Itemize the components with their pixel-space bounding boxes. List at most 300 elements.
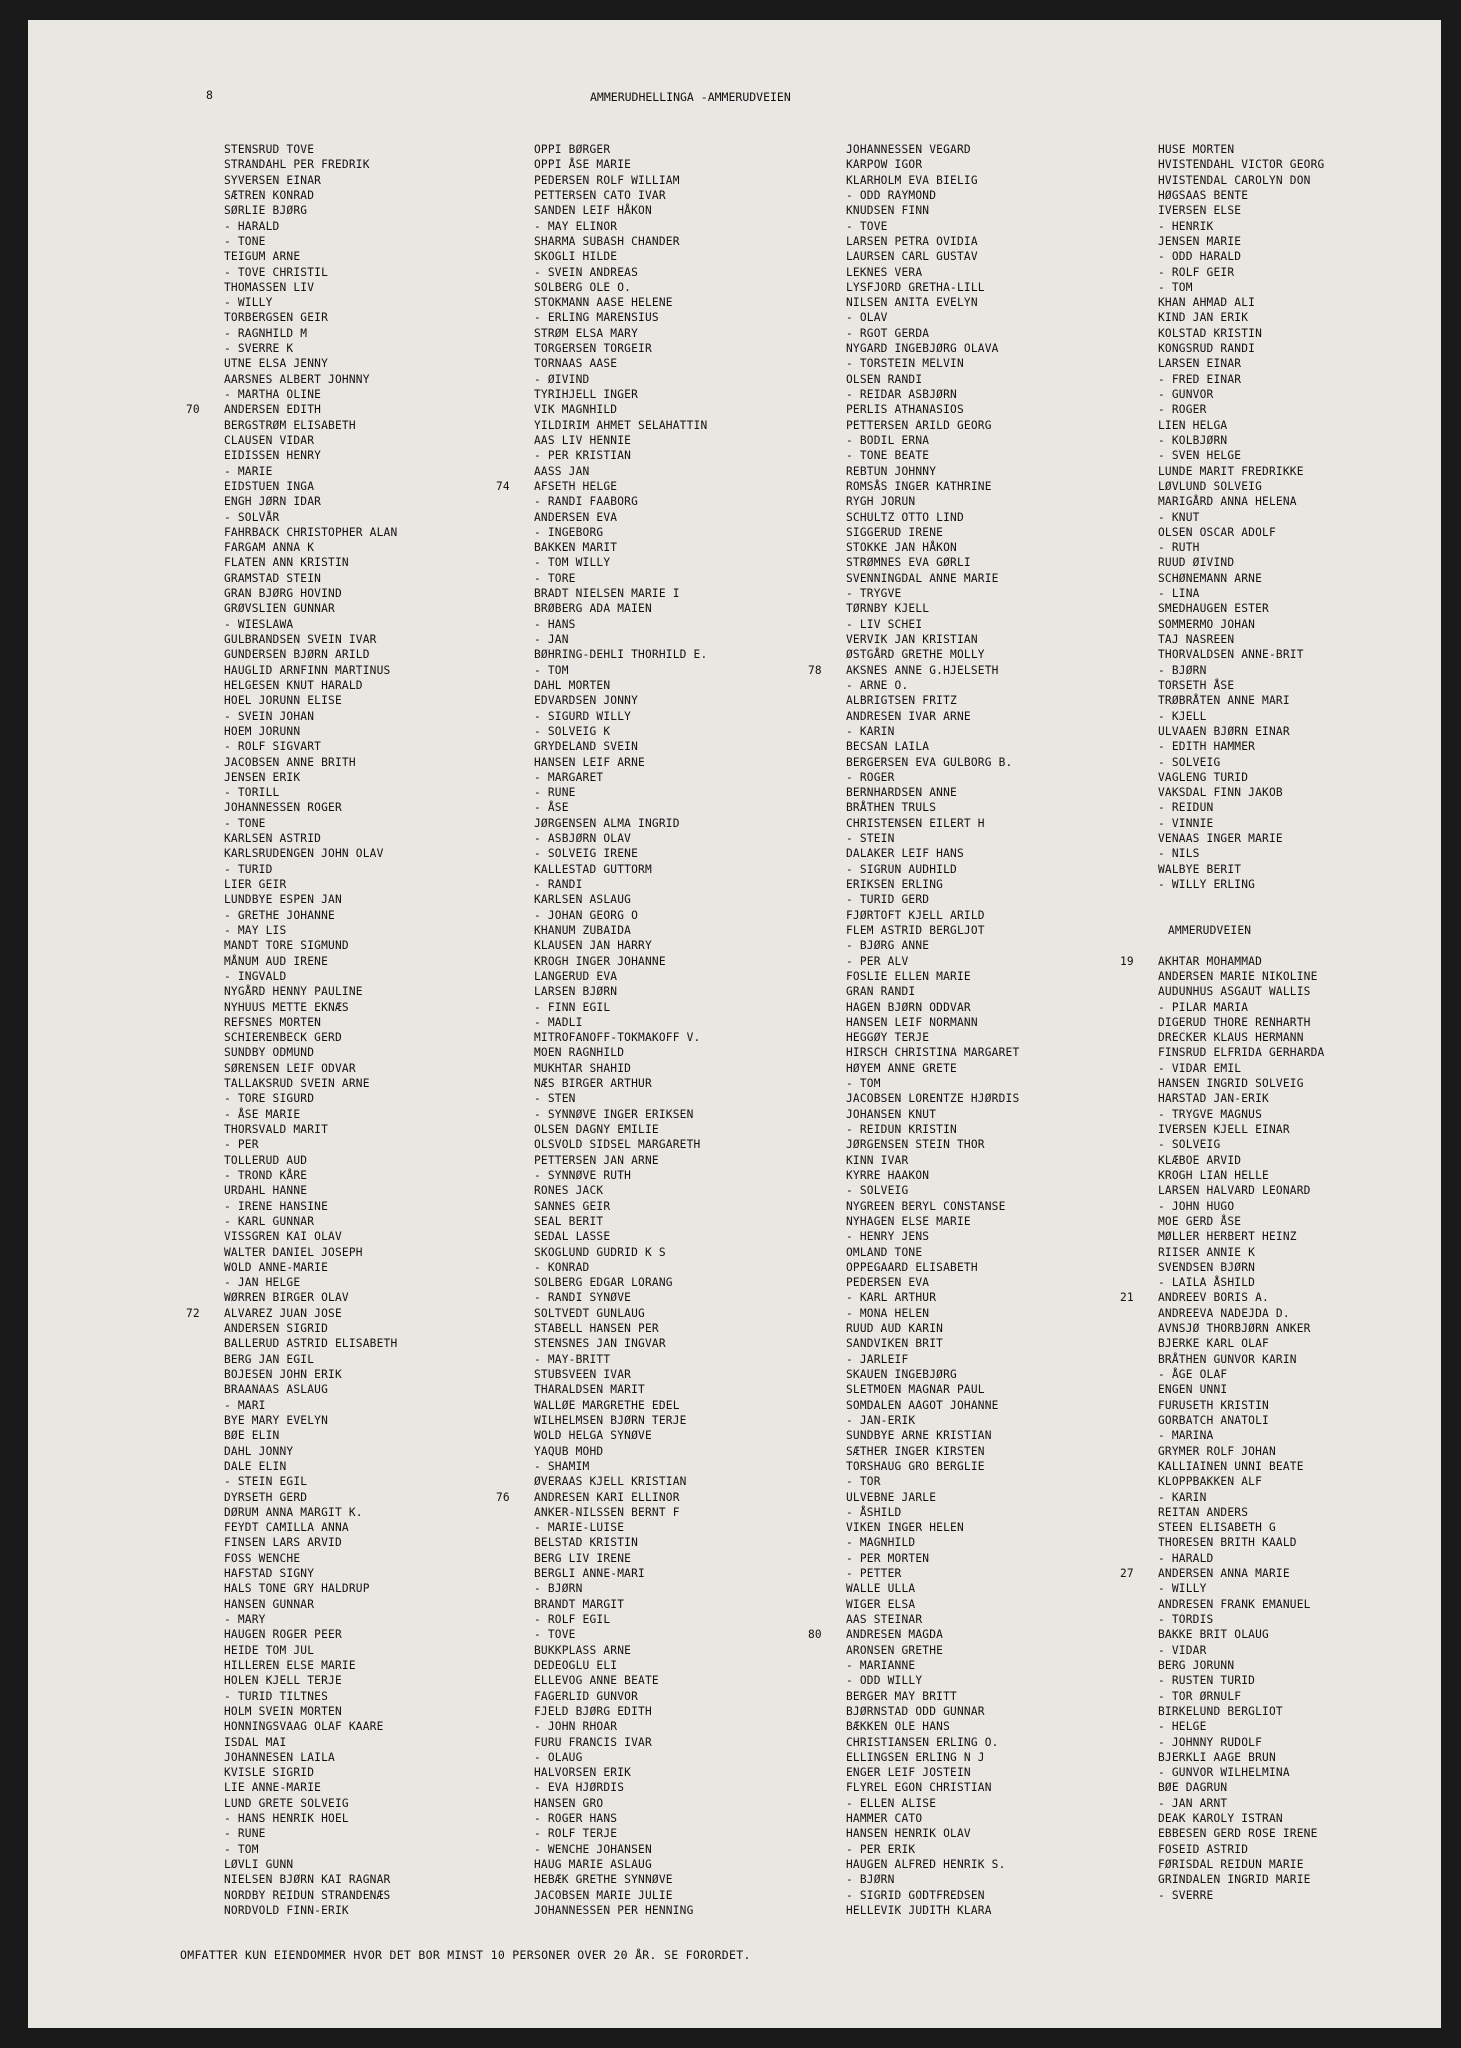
- resident-name: BØE DAGRUN: [1158, 1781, 1228, 1795]
- resident-name: JENSEN MARIE: [1158, 234, 1242, 248]
- resident-name: - PER: [224, 1138, 259, 1152]
- resident-entry: [846, 1000, 1019, 1015]
- resident-name: OMLAND TONE: [846, 1245, 923, 1259]
- resident-entry: [1158, 892, 1324, 907]
- resident-entry: [846, 678, 1019, 693]
- resident-entry: [224, 1352, 397, 1367]
- resident-name: - RANDI FAABORG: [534, 495, 639, 509]
- resident-name: BERGER MAY BRITT: [846, 1689, 957, 1703]
- resident-entry: [1158, 1183, 1324, 1198]
- resident-entry: [846, 280, 1019, 295]
- resident-entry: [1158, 1765, 1324, 1780]
- resident-entry: [224, 1428, 397, 1443]
- resident-entry: [846, 555, 1019, 570]
- resident-entry: [846, 188, 1019, 203]
- resident-name: - TORDIS: [1158, 1613, 1214, 1626]
- resident-name: WØRREN BIRGER OLAV: [224, 1291, 349, 1305]
- resident-name: HAUG MARIE ASLAUG: [534, 1858, 652, 1871]
- resident-entry: [846, 310, 1019, 325]
- resident-name: GULBRANDSEN SVEIN IVAR: [224, 633, 377, 646]
- resident-name: - WENCHE JOHANSEN: [534, 1842, 652, 1856]
- resident-name: TOLLERUD AUD: [224, 1153, 308, 1167]
- resident-entry: [224, 157, 397, 172]
- resident-name: LIEN HELGA: [1158, 418, 1228, 432]
- resident-name: FINSEN LARS ARVID: [224, 1536, 342, 1550]
- resident-entry: [846, 265, 1019, 280]
- resident-name: OLSEN OSCAR ADOLF: [1158, 525, 1276, 539]
- resident-entry: [846, 1505, 1019, 1520]
- resident-entry: [846, 1689, 1019, 1704]
- resident-name: SKAUEN INGEBJØRG: [846, 1368, 957, 1381]
- resident-name: - IRENE HANSINE: [224, 1199, 329, 1213]
- resident-name: FURU FRANCIS IVAR: [534, 1735, 652, 1749]
- resident-name: BRÅTHEN TRULS: [846, 801, 937, 815]
- resident-name: THORSVALD MARIT: [224, 1123, 329, 1136]
- resident-entry: [1158, 1229, 1324, 1244]
- resident-entry: [1158, 831, 1324, 846]
- resident-entry: [534, 1214, 707, 1229]
- resident-name: - JOHAN GEORG O: [534, 908, 639, 922]
- resident-name: DAHL JONNY: [224, 1444, 294, 1458]
- resident-entry: [224, 1750, 397, 1765]
- resident-name: KVISLE SIGRID: [224, 1766, 315, 1780]
- resident-entry: [1158, 418, 1324, 433]
- resident-entry: [224, 265, 397, 280]
- resident-entry: [224, 724, 397, 739]
- resident-name: HUSE MORTEN: [1158, 143, 1235, 156]
- resident-name: - EVA HJØRDIS: [534, 1781, 625, 1795]
- resident-entry: [534, 954, 707, 969]
- resident-entry: [846, 1290, 1019, 1305]
- resident-entry: [224, 1260, 397, 1275]
- resident-entry: [1158, 1245, 1324, 1260]
- resident-name: STENSNES JAN INGVAR: [534, 1337, 666, 1351]
- resident-name: SVENNINGDAL ANNE MARIE: [846, 571, 999, 585]
- resident-name: VIK MAGNHILD: [534, 403, 618, 417]
- resident-entry: [534, 525, 707, 540]
- resident-entry: [1158, 1444, 1324, 1459]
- resident-entry: [1158, 1490, 1324, 1505]
- resident-entry: [534, 739, 707, 754]
- resident-entry: [1158, 1199, 1324, 1214]
- resident-name: LANGERUD EVA: [534, 969, 618, 983]
- resident-name: SMEDHAUGEN ESTER: [1158, 602, 1269, 616]
- resident-entry: [1158, 1091, 1324, 1106]
- resident-name: WALTER DANIEL JOSEPH: [224, 1245, 363, 1259]
- resident-entry: [846, 479, 1019, 494]
- resident-entry: [846, 173, 1019, 188]
- resident-entry: [224, 326, 397, 341]
- resident-name: YILDIRIM AHMET SELAHATTIN: [534, 418, 708, 432]
- house-number: 72: [186, 1306, 200, 1320]
- resident-name: VAKSDAL FINN JAKOB: [1158, 786, 1283, 800]
- resident-entry: [224, 816, 397, 831]
- resident-name: - JAN: [534, 633, 569, 646]
- resident-entry: [224, 1321, 397, 1336]
- resident-entry: [1158, 1214, 1324, 1229]
- resident-name: - MARIE-LUISE: [534, 1521, 625, 1535]
- resident-entry: [846, 892, 1019, 907]
- resident-entry: [224, 341, 397, 356]
- name-column-3: [808, 142, 1020, 1918]
- resident-name: HVISTENDAHL VICTOR GEORG: [1158, 158, 1325, 172]
- resident-entry: [534, 984, 707, 999]
- resident-name: BECSAN LAILA: [846, 740, 930, 754]
- resident-name: HANSEN LEIF ARNE: [534, 755, 645, 769]
- resident-entry: [534, 1352, 707, 1367]
- resident-name: - SHAMIM: [534, 1459, 590, 1473]
- resident-name: AUDUNHUS ASGAUT WALLIS: [1158, 985, 1311, 999]
- resident-entry: [1120, 1290, 1324, 1305]
- resident-entry: [224, 755, 397, 770]
- resident-name: TEIGUM ARNE: [224, 250, 301, 264]
- resident-entry: [1158, 188, 1324, 203]
- resident-entry: [1158, 310, 1324, 325]
- resident-name: HONNINGSVAAG OLAF KAARE: [224, 1720, 384, 1734]
- resident-name: - SYNNØVE RUTH: [534, 1168, 632, 1182]
- resident-name: AAS LIV HENNIE: [534, 433, 632, 447]
- resident-name: - ROGER: [1158, 403, 1207, 417]
- resident-entry: [224, 601, 397, 616]
- resident-name: ELLINGSEN ERLING N J: [846, 1750, 985, 1764]
- resident-entry: [224, 1704, 397, 1719]
- resident-entry: [846, 203, 1019, 218]
- resident-entry: [224, 1168, 397, 1183]
- resident-name: - LIV SCHEI: [846, 617, 923, 631]
- resident-name: - INGEBORG: [534, 525, 604, 539]
- resident-name: - HANS HENRIK HOEL: [224, 1812, 349, 1826]
- resident-name: AKHTAR MOHAMMAD: [1158, 954, 1263, 968]
- resident-entry: [534, 1780, 707, 1795]
- resident-name: - RAGNHILD M: [224, 326, 308, 340]
- resident-entry: [846, 586, 1019, 601]
- resident-entry: [1158, 1107, 1324, 1122]
- resident-entry: [846, 1413, 1019, 1428]
- resident-name: ALBRIGTSEN FRITZ: [846, 694, 957, 708]
- resident-entry: [224, 1581, 397, 1596]
- house-number: 80: [808, 1628, 822, 1642]
- resident-name: - TOVE CHRISTIL: [224, 265, 329, 279]
- resident-entry: [1158, 1000, 1324, 1015]
- house-number: 74: [496, 479, 510, 493]
- resident-name: PEDERSEN ROLF WILLIAM: [534, 173, 680, 187]
- resident-name: THOMASSEN LIV: [224, 280, 315, 294]
- resident-name: - MARI: [224, 1398, 266, 1412]
- resident-entry: [534, 464, 707, 479]
- resident-name: - EDITH HAMMER: [1158, 740, 1256, 754]
- resident-entry: [224, 571, 397, 586]
- resident-name: TYRIHJELL INGER: [534, 388, 639, 401]
- resident-name: LUNDBYE ESPEN JAN: [224, 893, 342, 907]
- resident-name: ANDERSEN EDITH: [224, 403, 322, 417]
- resident-entry: [496, 1490, 707, 1505]
- resident-name: HAUGLID ARNFINN MARTINUS: [224, 663, 391, 677]
- resident-entry: [1158, 984, 1324, 999]
- resident-name: HAMMER CATO: [846, 1812, 923, 1826]
- resident-name: HALVORSEN ERIK: [534, 1766, 632, 1780]
- resident-name: DRECKER KLAUS HERMANN: [1158, 1031, 1304, 1045]
- resident-name: HOEL JORUNN ELISE: [224, 694, 342, 708]
- resident-entry: [534, 1505, 707, 1520]
- resident-entry: [846, 1398, 1019, 1413]
- resident-entry: [1158, 908, 1324, 923]
- resident-entry: [1158, 1076, 1324, 1091]
- resident-entry: [846, 234, 1019, 249]
- resident-name: - WILLY ERLING: [1158, 878, 1256, 891]
- resident-name: KONGSRUD RANDI: [1158, 342, 1256, 356]
- resident-name: GRYDELAND SVEIN: [534, 740, 639, 754]
- resident-entry: [224, 1045, 397, 1060]
- resident-name: - SIGRID GODTFREDSEN: [846, 1888, 985, 1902]
- resident-name: - PILAR MARIA: [1158, 1000, 1249, 1014]
- resident-name: - MARGARET: [534, 770, 604, 784]
- resident-entry: [224, 479, 397, 494]
- resident-name: EIDSTUEN INGA: [224, 479, 315, 493]
- resident-name: GRYMER ROLF JOHAN: [1158, 1444, 1276, 1458]
- resident-entry: [1158, 1061, 1324, 1076]
- resident-name: FLATEN ANN KRISTIN: [224, 556, 349, 570]
- resident-name: - VINNIE: [1158, 816, 1214, 830]
- resident-entry: [846, 1459, 1019, 1474]
- resident-name: AAS STEINAR: [846, 1613, 923, 1626]
- resident-name: - TONE BEATE: [846, 449, 930, 463]
- resident-entry: [534, 908, 707, 923]
- resident-entry: [1158, 494, 1324, 509]
- resident-entry: [1158, 372, 1324, 387]
- resident-entry: [1158, 647, 1324, 662]
- resident-name: - FRED EINAR: [1158, 372, 1242, 386]
- resident-entry: [1158, 1474, 1324, 1489]
- resident-name: SØRENSEN LEIF ODVAR: [224, 1061, 356, 1075]
- resident-name: VISSGREN KAI OLAV: [224, 1230, 342, 1244]
- resident-name: AKSNES ANNE G.HJELSETH: [846, 663, 999, 677]
- resident-name: RYGH JORUN: [846, 495, 916, 509]
- resident-entry: [224, 1107, 397, 1122]
- resident-name: LUNDE MARIT FREDRIKKE: [1158, 464, 1304, 478]
- resident-name: FOSLIE ELLEN MARIE: [846, 969, 971, 983]
- resident-entry: [846, 1888, 1019, 1903]
- resident-entry: [846, 356, 1019, 371]
- resident-name: SÆTHER INGER KIRSTEN: [846, 1444, 985, 1458]
- resident-entry: [1158, 632, 1324, 647]
- resident-entry: [224, 1214, 397, 1229]
- resident-entry: [846, 1474, 1019, 1489]
- resident-entry: [224, 785, 397, 800]
- resident-entry: [1158, 1535, 1324, 1550]
- resident-entry: [1158, 1413, 1324, 1428]
- resident-name: LARSEN HALVARD LEONARD: [1158, 1184, 1311, 1198]
- resident-name: BIRKELUND BERGLIOT: [1158, 1704, 1283, 1718]
- resident-entry: [224, 1444, 397, 1459]
- resident-name: - WILLY: [1158, 1582, 1207, 1596]
- resident-name: - KONRAD: [534, 1260, 590, 1274]
- resident-name: SUNDBYE ARNE KRISTIAN: [846, 1429, 992, 1443]
- resident-name: EBBESEN GERD ROSE IRENE: [1158, 1827, 1318, 1841]
- resident-name: ENGH JØRN IDAR: [224, 495, 322, 509]
- resident-entry: [1158, 1352, 1324, 1367]
- resident-name: DALAKER LEIF HANS: [846, 847, 964, 861]
- resident-name: - STEN: [534, 1092, 576, 1106]
- resident-name: - TURID: [224, 862, 273, 876]
- resident-entry: [846, 510, 1019, 525]
- resident-entry: [534, 555, 707, 570]
- resident-name: EIDISSEN HENRY: [224, 449, 322, 463]
- resident-entry: [846, 1490, 1019, 1505]
- resident-entry: [846, 494, 1019, 509]
- resident-name: - PER ERIK: [846, 1842, 916, 1856]
- name-column-1: [186, 142, 398, 1918]
- resident-entry: [846, 402, 1019, 417]
- resident-entry: [846, 1704, 1019, 1719]
- resident-name: - ROLF SIGVART: [224, 740, 322, 754]
- resident-entry: [1158, 1658, 1324, 1673]
- resident-entry: [534, 1704, 707, 1719]
- resident-entry: [846, 1045, 1019, 1060]
- resident-entry: [1158, 540, 1324, 555]
- resident-name: NYHUUS METTE EKNÆS: [224, 1000, 349, 1014]
- resident-entry: [224, 678, 397, 693]
- resident-entry: [1158, 1321, 1324, 1336]
- resident-entry: [534, 1137, 707, 1152]
- resident-entry: [846, 954, 1019, 969]
- resident-name: - MARY: [224, 1613, 266, 1626]
- resident-name: HELLEVIK JUDITH KLARA: [846, 1903, 992, 1917]
- resident-entry: [534, 1321, 707, 1336]
- resident-name: DAHL MORTEN: [534, 678, 611, 692]
- street-heading: [1158, 923, 1324, 938]
- resident-name: - STEIN EGIL: [224, 1475, 308, 1489]
- resident-name: - SOLVÅR: [224, 510, 280, 524]
- resident-entry: [534, 1015, 707, 1030]
- resident-entry: [846, 1551, 1019, 1566]
- resident-entry: [846, 647, 1019, 662]
- resident-entry: [534, 755, 707, 770]
- resident-name: GRAMSTAD STEIN: [224, 571, 322, 585]
- resident-name: - KOLBJØRN: [1158, 433, 1228, 447]
- resident-entry: [846, 1137, 1019, 1152]
- resident-entry: [224, 617, 397, 632]
- resident-name: ELLEVOG ANNE BEATE: [534, 1674, 659, 1688]
- resident-name: CLAUSEN VIDAR: [224, 433, 315, 447]
- resident-entry: [846, 1091, 1019, 1106]
- resident-name: STOKKE JAN HÅKON: [846, 541, 957, 555]
- resident-name: HVISTENDAL CAROLYN DON: [1158, 173, 1311, 187]
- resident-entry: [534, 800, 707, 815]
- resident-name: FEYDT CAMILLA ANNA: [224, 1521, 349, 1535]
- resident-entry: [1158, 770, 1324, 785]
- footer-note: OMFATTER KUN EIENDOMMER HVOR DET BOR MINST 10 PERSONER OVER 20 ÅR. SE FORORDET.: [180, 1948, 751, 1962]
- resident-entry: [846, 1153, 1019, 1168]
- resident-name: ANDRESEN FRANK EMANUEL: [1158, 1597, 1311, 1611]
- resident-name: THORVALDSEN ANNE-BRIT: [1158, 648, 1304, 662]
- resident-name: TAJ NASREEN: [1158, 633, 1235, 646]
- resident-entry: [534, 1275, 707, 1290]
- resident-name: - KARL GUNNAR: [224, 1214, 315, 1228]
- resident-entry: [224, 1061, 397, 1076]
- resident-entry: [534, 1000, 707, 1015]
- resident-name: - SVERRE K: [224, 342, 294, 356]
- resident-entry: [534, 785, 707, 800]
- resident-entry: [224, 1520, 397, 1535]
- resident-entry: [534, 1658, 707, 1673]
- resident-name: SANNES GEIR: [534, 1199, 611, 1213]
- resident-entry: [534, 1367, 707, 1382]
- resident-entry: [534, 586, 707, 601]
- resident-name: FARGAM ANNA K: [224, 541, 315, 555]
- resident-name: - NILS: [1158, 847, 1200, 861]
- resident-name: NIELSEN BJØRN KAI RAGNAR: [224, 1873, 391, 1887]
- resident-entry: [1158, 1612, 1324, 1627]
- resident-entry: [224, 1459, 397, 1474]
- resident-entry: [1158, 402, 1324, 417]
- resident-name: NORDVOLD FINN-ERIK: [224, 1903, 349, 1917]
- resident-entry: [1158, 341, 1324, 356]
- resident-name: - TORSTEIN MELVIN: [846, 357, 964, 371]
- resident-name: NILSEN ANITA EVELYN: [846, 296, 978, 310]
- resident-entry: [846, 387, 1019, 402]
- resident-name: - HELGE: [1158, 1720, 1207, 1734]
- resident-entry: [1158, 1735, 1324, 1750]
- resident-entry: [1158, 219, 1324, 234]
- resident-name: - TOM: [534, 663, 569, 677]
- resident-name: - SIGRUN AUDHILD: [846, 862, 957, 876]
- resident-entry: [224, 1076, 397, 1091]
- resident-name: - REIDUN KRISTIN: [846, 1123, 957, 1136]
- resident-name: AFSETH HELGE: [534, 479, 618, 493]
- resident-entry: [224, 372, 397, 387]
- resident-entry: [846, 1597, 1019, 1612]
- resident-name: - ELLEN ALISE: [846, 1796, 937, 1810]
- resident-name: ANKER-NILSSEN BERNT F: [534, 1505, 680, 1519]
- resident-entry: [1158, 1367, 1324, 1382]
- resident-entry: [534, 157, 707, 172]
- resident-entry: [1158, 173, 1324, 188]
- resident-entry: [846, 846, 1019, 861]
- resident-entry: [534, 173, 707, 188]
- resident-entry: [224, 877, 397, 892]
- resident-entry: [846, 969, 1019, 984]
- resident-name: - TONE: [224, 816, 266, 830]
- resident-name: FOSEID ASTRID: [1158, 1842, 1249, 1856]
- resident-name: KNUDSEN FINN: [846, 204, 930, 218]
- resident-name: WALBYE BERIT: [1158, 862, 1242, 876]
- resident-name: - MARINA: [1158, 1429, 1214, 1443]
- resident-name: JOHANNESSEN VEGARD: [846, 143, 971, 156]
- resident-name: ANDERSEN MARIE NIKOLINE: [1158, 969, 1318, 983]
- resident-entry: [534, 1689, 707, 1704]
- resident-name: BÆKKEN OLE HANS: [846, 1720, 951, 1734]
- resident-entry: [846, 984, 1019, 999]
- house-number: 19: [1120, 954, 1134, 968]
- resident-name: KALLIAINEN UNNI BEATE: [1158, 1459, 1304, 1473]
- resident-name: LARSEN PETRA OVIDIA: [846, 234, 978, 248]
- resident-name: FOSS WENCHE: [224, 1551, 301, 1565]
- resident-name: ROMSÅS INGER KATHRINE: [846, 479, 992, 493]
- resident-name: - LINA: [1158, 587, 1200, 601]
- resident-name: FAGERLID GUNVOR: [534, 1689, 639, 1703]
- resident-name: MITROFANOFF-TOKMAKOFF V.: [534, 1031, 701, 1045]
- resident-name: ØVERAAS KJELL KRISTIAN: [534, 1475, 687, 1489]
- resident-name: KLARHOLM EVA BIELIG: [846, 173, 978, 187]
- house-number: 70: [186, 403, 200, 417]
- resident-entry: [846, 1643, 1019, 1658]
- resident-entry: [1158, 1811, 1324, 1826]
- resident-name: - TURID GERD: [846, 893, 930, 907]
- resident-entry: [534, 1336, 707, 1351]
- resident-entry: [224, 1535, 397, 1550]
- resident-name: MOEN RAGNHILD: [534, 1046, 625, 1060]
- resident-name: KINN IVAR: [846, 1153, 909, 1167]
